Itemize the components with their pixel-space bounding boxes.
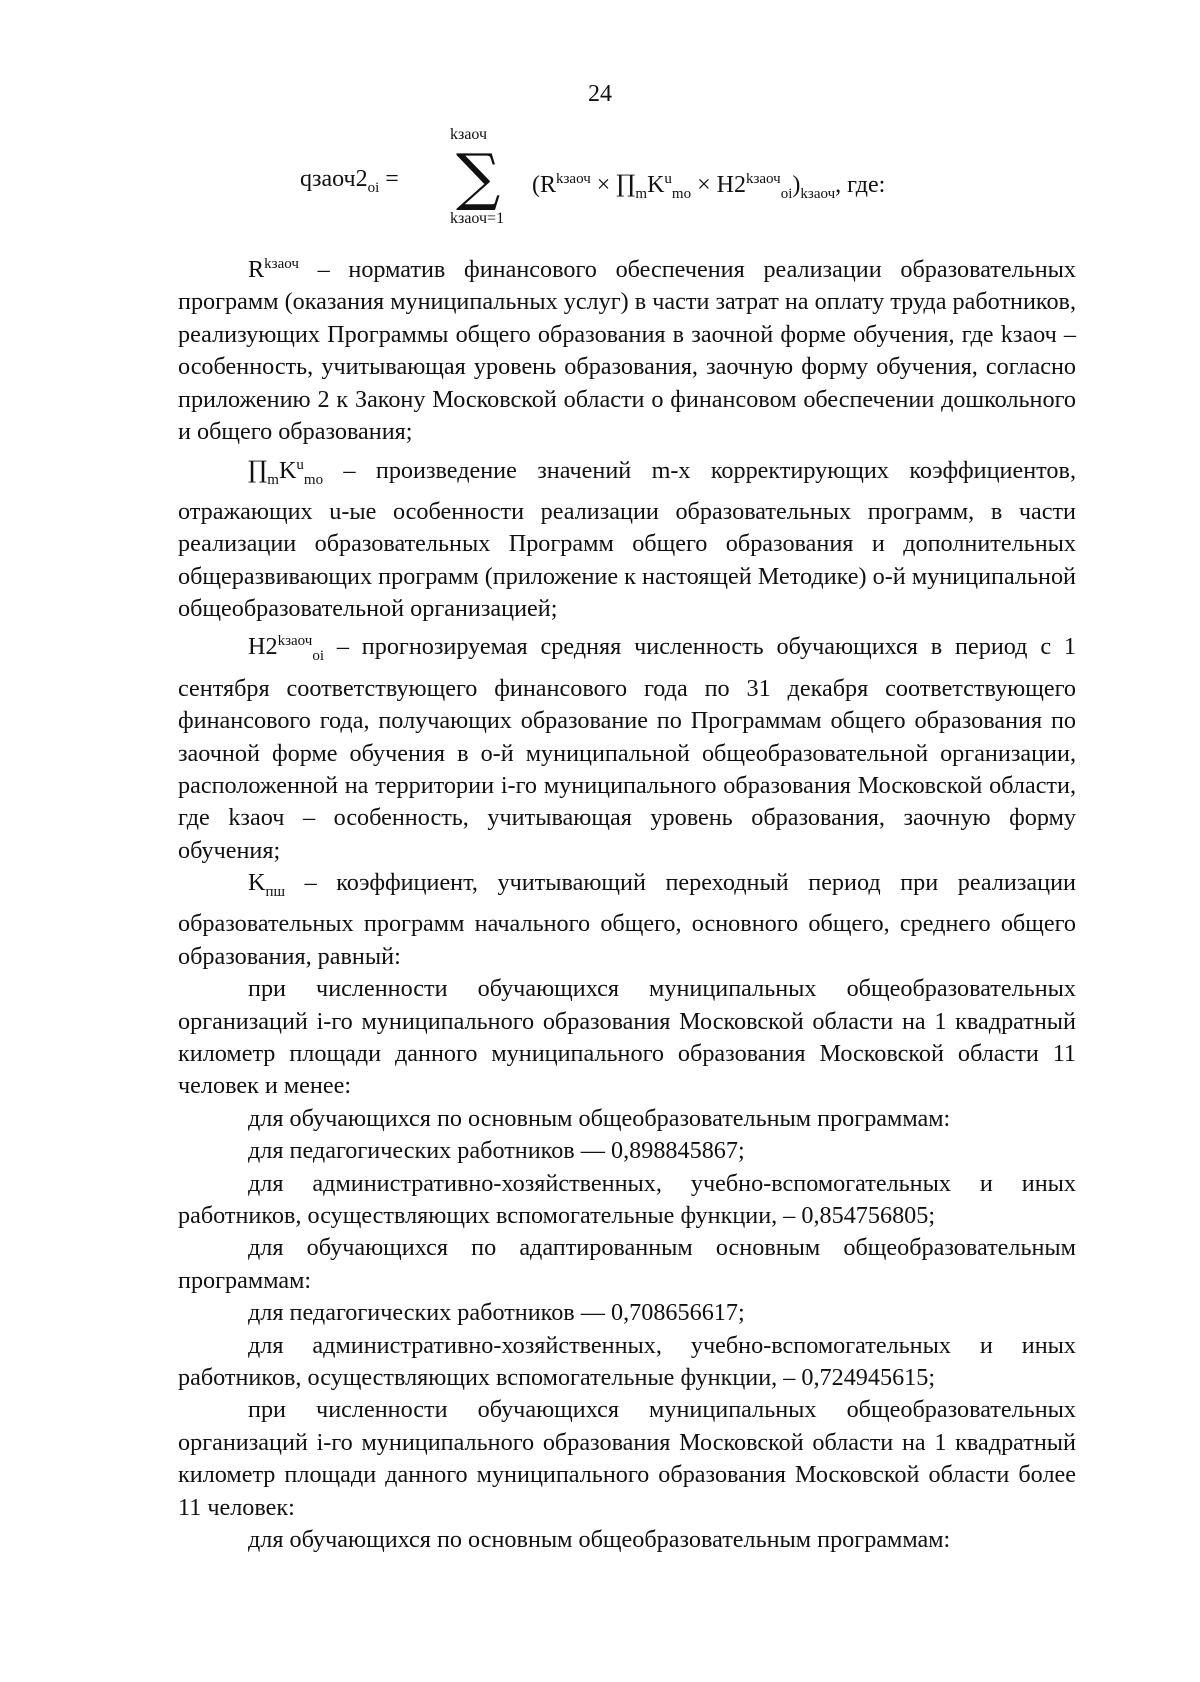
paragraph-teachers-1: для педагогических работников — 0,898845867; [248, 1137, 745, 1165]
formula-outer-sub: kзаоч [800, 185, 836, 202]
k-inline-sup: u [296, 456, 304, 473]
kpsh-definition-text: – коэффициент, учитывающий переходный период при реализации образовательных программ начального общего, основного общего, среднего общего образования, равный: [178, 869, 1076, 970]
sum-symbol: ∑ [456, 140, 501, 213]
r-symbol-sup: kзаоч [264, 256, 299, 272]
formula-close: ) [792, 172, 801, 198]
paragraph-kpsh-definition [178, 867, 1076, 973]
k-inline-sub: mo [303, 471, 324, 488]
paragraph-basic-programs-1: для обучающихся по основным общеобразовательным программам: [248, 1104, 951, 1132]
product-symbol: ∏ [616, 170, 636, 198]
formula-h2-sup: kзаоч [745, 171, 781, 187]
paragraph-product-definition [178, 449, 1076, 626]
paragraph-condition-11-or-less: при численности обучающихся муниципальных общеобразовательных организаций i-го муниципального образования Московской области на 1 квадратный километр площади данного муниципального образования Московской области 11 человек и менее: [178, 975, 1076, 1100]
formula-equals: = [385, 166, 399, 192]
formula-lhs-sub: oi [367, 179, 380, 196]
paragraph-admin-staff-2: для административно-хозяйственных, учебно-вспомогательных и иных работников, осуществляющих вспомогательные функции, – 0,724945615; [178, 1331, 1076, 1392]
document-body [178, 248, 1076, 1557]
product-definition-text: – произведение значений m-х корректирующих коэффициентов, отражающих u-ые особенности реализации образовательных программ, в части реализации образовательных Программ общего образования и дополнительных общеразвивающих программ (приложение к настоящей Методике) о-й муниципальной общеобразовательной организацией; [178, 456, 1076, 623]
h2-symbol-sup: kзаоч [277, 633, 313, 650]
r-symbol: R [248, 256, 265, 284]
page-number: 24 [588, 81, 612, 107]
formula-block [300, 126, 1060, 236]
k-inline: K [278, 456, 297, 484]
formula-k-sub: mo [671, 185, 692, 202]
product-inline-sub: m [267, 471, 279, 488]
kpsh-symbol: K [248, 869, 266, 897]
paragraph-basic-programs-2: для обучающихся по основным общеобразовательным программам: [248, 1526, 951, 1554]
h2-symbol-sub: oi [312, 648, 324, 665]
formula-lhs-var: qзаоч2 [300, 166, 368, 192]
formula-rhs [532, 164, 885, 209]
sum-upper-limit: kзаоч [450, 126, 488, 143]
paragraph-h2-definition [178, 625, 1076, 867]
formula-times-1: × [590, 172, 617, 198]
formula-k-sup: u [664, 171, 672, 187]
kpsh-symbol-sub: пш [265, 883, 286, 900]
product-sub: m [635, 185, 648, 202]
paragraph-teachers-2: для педагогических работников — 0,708656617; [248, 1299, 745, 1327]
h2-symbol: H2 [248, 633, 278, 661]
formula-k: K [647, 172, 665, 198]
formula-h2-sub: oi [780, 185, 793, 202]
formula-open: (R [532, 172, 556, 198]
formula-times-2: × H2 [691, 172, 746, 198]
formula-lhs [300, 164, 399, 203]
formula-tail: , где: [835, 172, 886, 198]
sum-lower-limit: kзаоч=1 [450, 210, 505, 227]
paragraph-admin-staff-1: для административно-хозяйственных, учебно-вспомогательных и иных работников, осуществляющих вспомогательные функции, – 0,854756805; [178, 1169, 1076, 1230]
paragraph-adapted-programs: для обучающихся по адаптированным основным общеобразовательным программам: [178, 1234, 1076, 1294]
product-symbol-inline: ∏ [248, 455, 268, 484]
r-definition-text: – норматив финансового обеспечения реализации образовательных программ (оказания муниципальных услуг) в части затрат на оплату труда работников, реализующих Программы общего образования в заочной форме обучения, где kзаоч – особенность, учитывающая уровень образования, заочную форму обучения, согласно приложению 2 к Закону Московской области о финансовом обеспечении дошкольного и общего образования; [178, 256, 1076, 446]
formula-r-sup: kзаоч [556, 171, 591, 187]
h2-definition-text: – прогнозируемая средняя численность обучающихся в период с 1 сентября соответствующего финансового года по 31 декабря соответствующего финансового года, получающих образование по Программам общего образования по заочной форме обучения в о-й муниципальной общеобразовательной организации, расположенной на территории i-го муниципального образования Московской области, где kзаоч – особенность, учитывающая уровень образования, заочную форму обучения; [178, 633, 1076, 864]
paragraph-condition-more-than-11: при численности обучающихся муниципальных общеобразовательных организаций i-го муниципального образования Московской области на 1 квадратный километр площади данного муниципального образования Московской области более 11 человек: [178, 1396, 1076, 1521]
paragraph-r-definition [178, 248, 1076, 449]
